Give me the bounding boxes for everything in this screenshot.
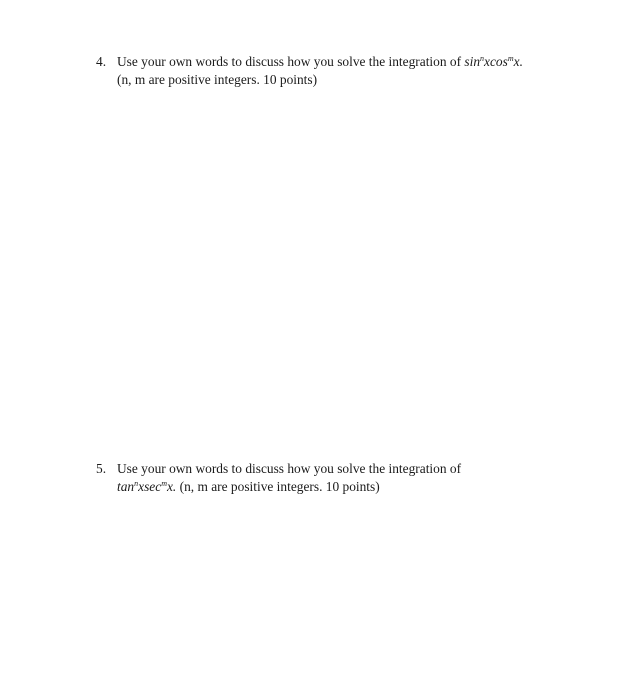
- math-exponent-1: n: [480, 54, 485, 63]
- question-body: [117, 460, 596, 496]
- question-constraint: (n, m are positive integers. 10 points): [117, 72, 318, 87]
- question-constraint: (n, m are positive integers. 10 points): [179, 479, 380, 494]
- math-exponent-2: m: [507, 54, 514, 63]
- question-line-2: [117, 478, 596, 496]
- question-5: [96, 460, 596, 496]
- math-var-2: x.: [166, 479, 177, 494]
- math-exponent-1: n: [134, 479, 139, 488]
- question-number: 4.: [96, 54, 107, 69]
- math-exponent-2: m: [161, 479, 167, 488]
- math-var-2: x.: [513, 54, 523, 69]
- math-expression: [117, 479, 176, 494]
- question-line-1: [117, 53, 596, 71]
- math-func-1: sin: [464, 54, 481, 69]
- question-prompt: Use your own words to discuss how you solve the integration of: [117, 54, 462, 69]
- math-var-1: x: [138, 479, 145, 494]
- math-func-2: sec: [144, 479, 162, 494]
- question-body: [117, 53, 596, 89]
- math-func-1: tan: [117, 479, 135, 494]
- math-var-1: x: [484, 54, 490, 69]
- answer-space-4[interactable]: [0, 100, 630, 450]
- answer-space-5[interactable]: [0, 505, 630, 695]
- math-func-2: cos: [489, 54, 508, 69]
- question-prompt: Use your own words to discuss how you solve the integration of: [117, 461, 462, 476]
- question-4: [96, 53, 596, 89]
- math-expression: [464, 54, 523, 69]
- question-number: 5.: [96, 461, 107, 476]
